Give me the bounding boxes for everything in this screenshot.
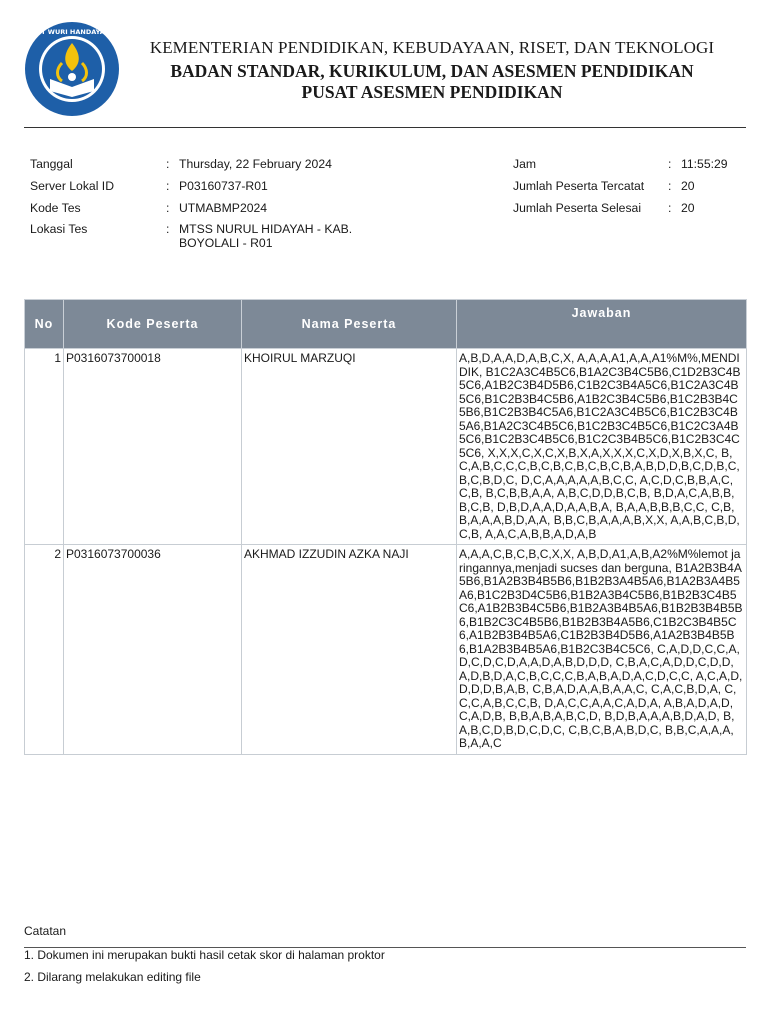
server-value: P03160737-R01 [179, 179, 268, 193]
row-jawaban: A,A,A,C,B,C,B,C,X,X, A,B,D,A1,A,B,A2%M%lemot jaringannya,menjadi sucses dan berguna, B1A2B3B4A5B6,B1A2B3B4B5B6,B1B2B3A4B5A6,B1A2B3A4B5A6,B1C2B3D4C5B6,B1B2A3B4C5B6,B1B2B3C4B5C6,A1B2B3B4C5B6,B1B2A3B4B5A6,B1B2B3B4B5B6,B1B2C3C4B5B6,B1B2B3B4A5B6,C1B2C3B4B5C6,A1B2B3B4B5A6,C1B2B3B4D5B6,A1A2B3B4B5B6,B1A2B3B4B5A6,B1B2C3B4C5C6, C,A,D,D,C,C,A,D,C,D,C,D,A,A,D,A,B,D,D,D, C,B,A,C,A,D,D,C,D,D,A,D,B,D,A,C,B,C,C,C,B,A,B,A,D,A,C,D,C,C, A,C,A,D,D,D,D,B,A,B, C,B,A,D,A,A,B,A,A,C, C,A,C,B,D,A, C,C,C,A,B,C,C,B, D,A,C,C,A,A,C,A,D,A, A,B,A,D,A,D,C,A,D,B, B,B,A,B,A,B,C,D, B,D,B,A,A,A,B,D,A,D, B,A,B,C,D,B,D,C,D,C, C,B,C,B,A,B,D,C, B,B,C,A,A,A,B,A,A,C [457, 545, 747, 755]
row-nama-peserta: AKHMAD IZZUDIN AZKA NAJI [242, 545, 457, 755]
ministry-title: KEMENTERIAN PENDIDIKAN, KEBUDAYAAN, RISET, DAN TEKNOLOGI [149, 38, 715, 57]
note-item: 1. Dokumen ini merupakan bukti hasil cetak skor di halaman proktor [24, 948, 385, 962]
header-kode-peserta: Kode Peserta [64, 300, 242, 349]
separator: : [166, 157, 170, 171]
row-kode-peserta: P0316073700036 [64, 545, 242, 755]
logo-text: TUT WURI HANDAYANI [31, 28, 113, 36]
kode-tes-label: Kode Tes [30, 201, 81, 215]
jam-label: Jam [513, 157, 537, 171]
table-header-row [25, 300, 747, 349]
separator: : [166, 179, 170, 193]
lokasi-label: Lokasi Tes [30, 222, 88, 236]
header-nama-peserta: Nama Peserta [242, 300, 457, 349]
server-label: Server Lokal ID [30, 179, 114, 193]
results-table [24, 299, 747, 755]
table-row [25, 545, 747, 755]
header-no: No [25, 300, 64, 349]
jam-value: 11:55:29 [681, 157, 728, 171]
test-info-right [513, 157, 743, 227]
selesai-label: Jumlah Peserta Selesai [513, 201, 642, 215]
lokasi-value: MTSS NURUL HIDAYAH - KAB. BOYOLALI - R01 [179, 222, 353, 250]
tanggal-value: Thursday, 22 February 2024 [179, 157, 332, 171]
row-no: 1 [25, 349, 64, 545]
row-jawaban: A,B,D,A,A,D,A,B,C,X, A,A,A,A1,A,A,A1%M%,MENDIDIK, B1C2A3C4B5C6,B1A2C3B4C5B6,C1D2B3C4B5C6,A1B2C3B4D5B6,C1B2C3B4A5C6,B1C2A3C4B5C6,B1C2B3B4C5B6,A1B2C3B4C5B6,B1C2B3B4C5B6,B1C2B3B4C5A6,B1C2A3C4B5C6,B1C2B3C4B5A6,B1A2C3C4B5C6,B1C2B3C4B5C6,B1C2C3A4B5C6,B1C2B3C4B5C6,B1C2C3B4B5C6,B1C2B3C4C5C6, X,X,X,C,X,C,X,B,X,A,X,X,X,C,X,D,X,B,X,C, B,C,A,B,C,C,C,B,C,B,C,B,C,B,C,B,A,B,D,D,B,C,D,B,C,B,C,B,D,C, D,C,A,A,A,A,A,B,C,C, A,C,D,C,B,B,A,C,C,B, B,C,B,B,A,A, A,B,C,D,D,B,C,B, B,D,A,C,A,B,B,B,C,B, D,B,D,A,A,D,A,A,B,A, B,A,A,B,B,B,C,C, C,B,B,A,A,A,B,D,A,A, B,B,C,B,A,A,A,B,X,X, A,A,B,C,B,D,C,B, A,A,C,A,B,B,A,D,A,B [457, 349, 747, 545]
document-header [0, 0, 768, 130]
separator: : [668, 201, 672, 215]
row-nama-peserta: KHOIRUL MARZUQI [242, 349, 457, 545]
separator: : [166, 222, 170, 236]
note-item: 2. Dilarang melakukan editing file [24, 970, 201, 984]
tut-wuri-handayani-logo-icon [24, 21, 120, 117]
separator: : [668, 157, 672, 171]
selesai-value: 20 [681, 201, 695, 215]
tercatat-value: 20 [681, 179, 695, 193]
tercatat-label: Jumlah Peserta Tercatat [513, 179, 645, 193]
kode-tes-value: UTMABMP2024 [179, 201, 268, 215]
header-divider [24, 127, 746, 128]
separator: : [668, 179, 672, 193]
row-kode-peserta: P0316073700018 [64, 349, 242, 545]
header-jawaban: Jawaban [457, 300, 747, 349]
row-no: 2 [25, 545, 64, 755]
separator: : [166, 201, 170, 215]
agency-title: BADAN STANDAR, KURIKULUM, DAN ASESMEN PENDIDIKAN [170, 61, 694, 81]
notes-title: Catatan [24, 924, 67, 938]
center-title: PUSAT ASESMEN PENDIDIKAN [301, 82, 563, 102]
tanggal-label: Tanggal [30, 157, 73, 171]
table-row [25, 349, 747, 545]
test-info-left [30, 157, 390, 257]
